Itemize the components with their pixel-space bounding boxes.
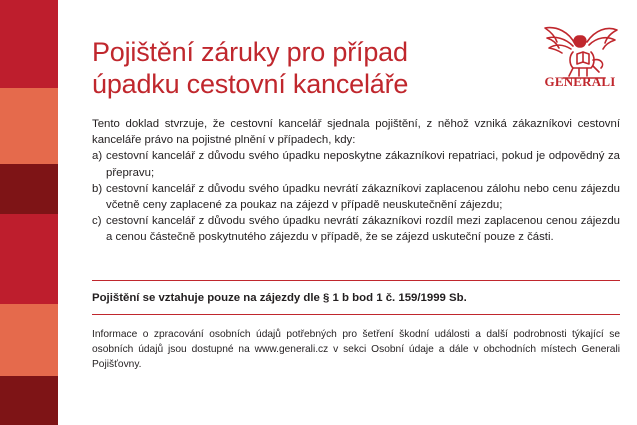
list-marker: c): [92, 215, 102, 228]
list-item-text: cestovní kancelář z důvodu svého úpadku neposkytne zákazníkovi repatriaci, pokud je odpovědný za přepravu;: [106, 150, 620, 179]
page-title: [92, 36, 408, 100]
list-marker: a): [92, 150, 103, 163]
divider: [92, 314, 620, 315]
list-marker: b): [92, 182, 103, 195]
coverage-notice: Pojištění se vztahuje pouze na zájezdy dle § 1 b bod 1 č. 159/1999 Sb.: [92, 292, 467, 304]
title-line-1: Pojištění záruky pro případ: [92, 37, 408, 67]
stripe: [0, 376, 58, 425]
intro-paragraph: Tento doklad stvrzuje, že cestovní kancelář sjednala pojištění, z něhož vzniká zákazníkovi cestovní kanceláře právo na pojistné plnění v případech, kdy:: [92, 118, 620, 147]
conditions-list: [92, 148, 620, 245]
main-text: [92, 116, 620, 246]
privacy-note: Informace o zpracování osobních údajů potřebných pro šetření škodní události a další podrobnosti týkající se osobních údajů jsou dostupné na www.generali.cz v sekci Osobní údaje a dále v obchodních místech Generali Pojišťovny.: [92, 329, 620, 371]
list-item: [92, 148, 620, 180]
list-item: [92, 181, 620, 213]
stripe: [0, 164, 58, 214]
stripe: [0, 214, 58, 304]
logo-wordmark: GENERALI: [544, 74, 616, 89]
stripe: [0, 0, 58, 88]
stripe: [0, 88, 58, 164]
list-item: [92, 213, 620, 245]
divider: [92, 280, 620, 281]
stripe: [0, 304, 58, 376]
list-item-text: cestovní kancelář z důvodu svého úpadku nevrátí zákazníkovi rozdíl mezi zaplacenou cenou zájezdu a cenou částečně poskytnutého zájezdu v případě, že se zájezd uskuteční pouze z části.: [106, 215, 620, 244]
list-item-text: cestovní kancelář z důvodu svého úpadku nevrátí zákazníkovi zaplacenou zálohu nebo cenu zájezdu včetně ceny zaplacené za poukaz na zájezd v případě neuskutečnění zájezdu;: [106, 182, 620, 212]
title-line-2: úpadku cestovní kanceláře: [92, 69, 409, 99]
